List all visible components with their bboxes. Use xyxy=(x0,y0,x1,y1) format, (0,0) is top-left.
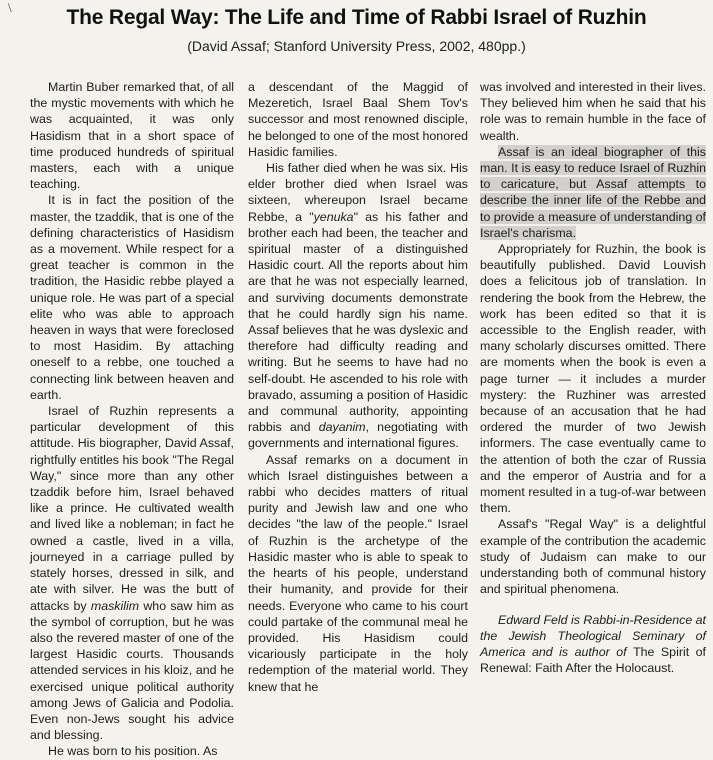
paragraph: He was born to his position. As xyxy=(48,744,218,759)
paragraph: Martin Buber remarked that, of all the mystic movements with which he was acquainted, it was only Hasidism that in a short space of time produced hundreds of spiritual masters, each with a unique teaching. xyxy=(30,80,234,192)
paragraph: Assaf's "Regal Way" is a delightful example of the contribution the academic study of Judaism can make to our understanding both of communal history and spiritual phenomena. xyxy=(480,517,706,597)
emphasis: maskilim xyxy=(90,598,140,613)
paragraph xyxy=(30,403,234,743)
column-2 xyxy=(248,79,468,695)
emphasis: dayanim xyxy=(318,420,366,435)
article-subtitle: (David Assaf; Stanford University Press, 2002, 480pp.) xyxy=(187,38,526,54)
corner-mark: \ xyxy=(8,0,12,15)
text-run: " as his father and brother each had been, the teacher and spiritual master of a distinguished Hasidic court. All the reports about him are that he was not especially learned, and surviving documents demonstrate that he could hardly sign his name. Assaf believes that he was dyslexic and therefore had difficulty reading and writing. But he seems to have had no self-doubt. He ascended to his role with bravado, assuming a position of Hasidic and communal authority, appointing rabbis and xyxy=(248,209,468,435)
text-run: , negotiating with governments and international figures. xyxy=(248,420,468,451)
book-title: The Spirit of Renewal: Faith After the Holocaust. xyxy=(480,644,706,676)
article-title: The Regal Way: The Life and Time of Rabbi Israel of Ruzhin xyxy=(66,6,647,29)
column-1 xyxy=(30,79,234,760)
text-run: Israel of Ruzhin represents a particular development of this attitude. His biographer, David Assaf, rightfully entitles his book "The Regal Way," since more than any other tzaddik before him, Israel behaved like a prince. He cultivated wealth and lived like a nobleman; in fact he owned a castle, lived in a villa, journeyed in a carriage pulled by stately horses, dressed in silk, and ate with silver. He was the butt of attacks by xyxy=(30,404,234,613)
paragraph: Appropriately for Ruzhin, the book is beautifully published. David Louvish does a felicitous job of translation. In rendering the book from the Hebrew, the work has been edited so that it is accessible to the English reader, with many scholarly discurses omitted. There are moments when the book is even a page turner — it includes a murder mystery: the Ruzhiner was arrested because of an accusation that he had ordered the murder of two Jewish informers. The case eventually came to the attention of both the czar of Russia and the emperor of Austria and for a moment resulted in a tug-of-war between them. xyxy=(480,242,706,516)
byline-text: Edward Feld is Rabbi-in-Residence at the Jewish Theological Seminary of America and is author of xyxy=(480,612,706,659)
paragraph xyxy=(248,160,468,452)
paragraph: Assaf remarks on a document in which Israel distinguishes between a rabbi who decides matters of ritual purity and Jewish law and one who decides "the law of the people." Israel of Ruzhin is the archetype of the Hasidic master who is able to speak to the hearts of his people, understand their humanity, and provide for their needs. Everyone who came to his court could partake of the communal meal he provided. His Hasidism could vicariously participate in the holy redemption of the material world. They knew that he xyxy=(248,452,468,694)
paragraph: It is in fact the position of the master, the tzaddik, that is one of the defining characteristics of Hasidism as a movement. While respect for a great teacher is common in the tradition, the Hasidic rebbe played a unique role. He was part of a special elite who was able to approach heaven in ways that were foreclosed to most Hasidim. By attaching oneself to a rebbe, one touched a connecting link between heaven and earth. xyxy=(30,193,234,402)
text-run: who saw him as the symbol of corruption, but he was also the revered master of one of the largest Hasidic courts. Thousands attended services in his kloiz, and he exercised unique political authority among Jews of Galicia and Podolia. Even non-Jews sought his advice and blessing. xyxy=(30,598,234,743)
author-byline xyxy=(480,612,706,677)
paragraph: a descendant of the Maggid of Mezeretich, Israel Baal Shem Tov's successor and most renowned disciple, he belonged to one of the most honored Hasidic families. xyxy=(248,80,468,159)
article-body xyxy=(30,79,706,759)
highlighted-paragraph xyxy=(480,144,706,241)
paragraph: was involved and interested in their lives. They believed him when he said that his role was to remain humble in the face of wealth. xyxy=(480,80,706,143)
text-run: His father died when he was six. His elder brother died when Israel was sixteen, whereupon Israel became Rebbe, a " xyxy=(248,161,468,224)
highlight: Assaf is an ideal biographer of this man. It is easy to reduce Israel of Ruzhin to caricature, but Assaf attempts to describe the inner life of the Rebbe and to provide a measure of understanding of Israel's charisma. xyxy=(480,144,706,240)
emphasis: yenuka xyxy=(313,209,354,224)
column-3 xyxy=(480,79,706,676)
